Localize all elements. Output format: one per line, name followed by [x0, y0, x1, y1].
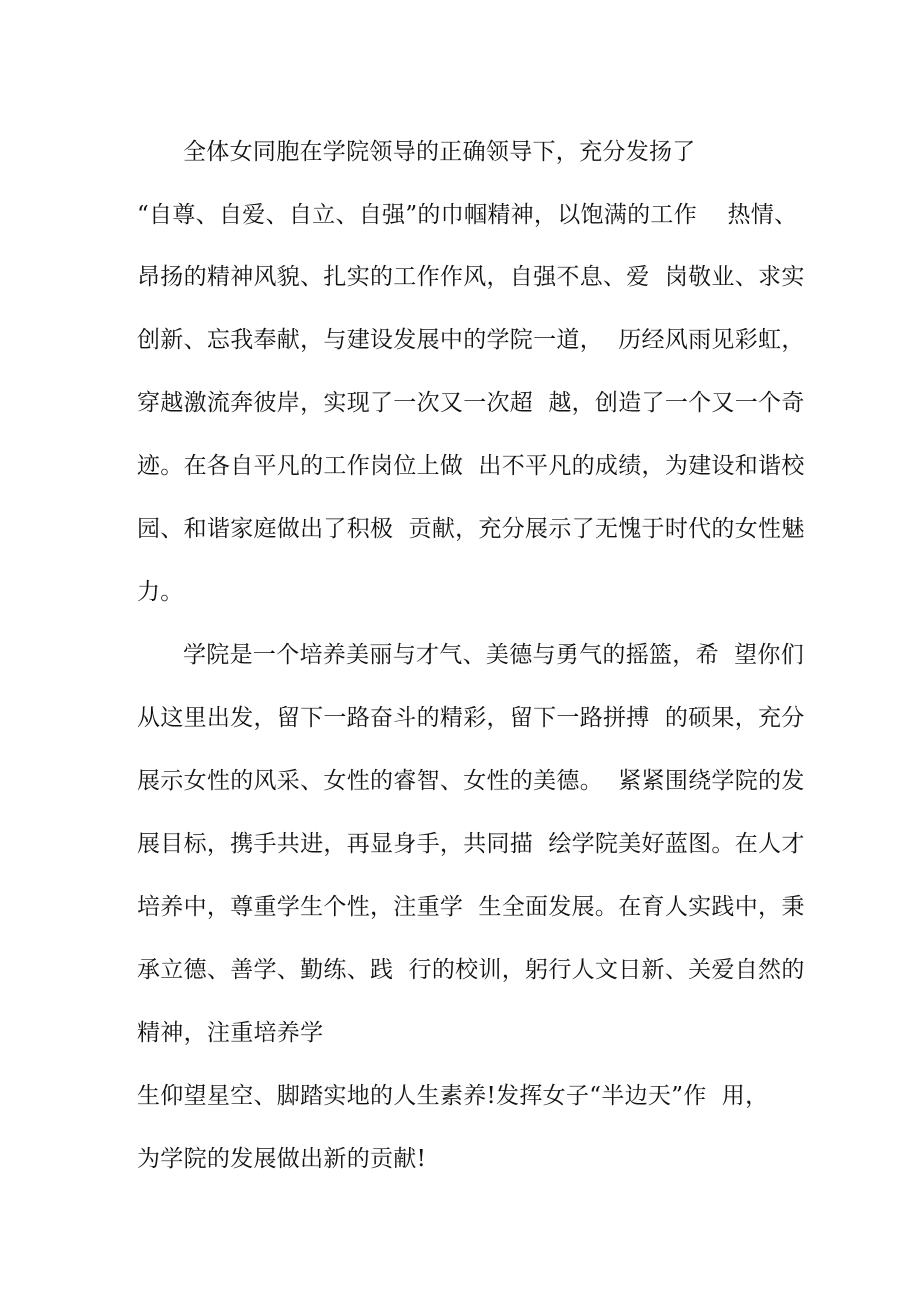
paragraph-1-line-8: 力。 — [137, 579, 184, 605]
paragraph-1-line-1: 全体女同胞在学院领导的正确领导下，充分发扬了 — [183, 139, 696, 165]
paragraph-3-line-2: 为学院的发展做出新的贡献! — [137, 1146, 427, 1172]
paragraph-1-line-7: 园、和谐家庭做出了积极 贡献，充分展示了无愧于时代的女性魅 — [137, 516, 805, 542]
paragraph-2-line-5: 培养中，尊重学生个性，注重学 生全面发展。在育人实践中，秉 — [137, 894, 805, 920]
paragraph-1-line-2: “自尊、自爱、自立、自强”的巾帼精神，以饱满的工作 热情、 — [137, 202, 798, 228]
paragraph-2-line-6: 承立德、善学、勤练、践 行的校训，躬行人文日新、关爱自然的 — [137, 957, 805, 983]
paragraph-2-line-3: 展示女性的风采、女性的睿智、女性的美德。 紧紧围绕学院的发 — [137, 768, 805, 794]
paragraph-2-line-2: 从这里出发，留下一路奋斗的精彩，留下一路拼搏 的硕果，充分 — [137, 705, 805, 731]
paragraph-1-line-5: 穿越激流奔彼岸，实现了一次又一次超 越，创造了一个又一个奇 — [137, 390, 805, 416]
paragraph-3-line-1: 生仰望星空、脚踏实地的人生素养!发挥女子“半边天”作 用， — [137, 1083, 769, 1109]
paragraph-1-line-4: 创新、忘我奉献，与建设发展中的学院一道， 历经风雨见彩虹， — [137, 327, 805, 353]
paragraph-2-line-1: 学院是一个培养美丽与才气、美德与勇气的摇篮，希 望你们 — [183, 642, 805, 668]
paragraph-1-line-6: 迹。在各自平凡的工作岗位上做 出不平凡的成绩，为建设和谐校 — [137, 453, 805, 479]
paragraph-1-line-3: 昂扬的精神风貌、扎实的工作作风，自强不息、爱 岗敬业、求实 — [137, 264, 805, 290]
paragraph-2-line-4: 展目标，携手共进，再显身手，共同描 绘学院美好蓝图。在人才 — [137, 831, 805, 857]
paragraph-2-line-7: 精神，注重培养学 — [137, 1020, 324, 1046]
